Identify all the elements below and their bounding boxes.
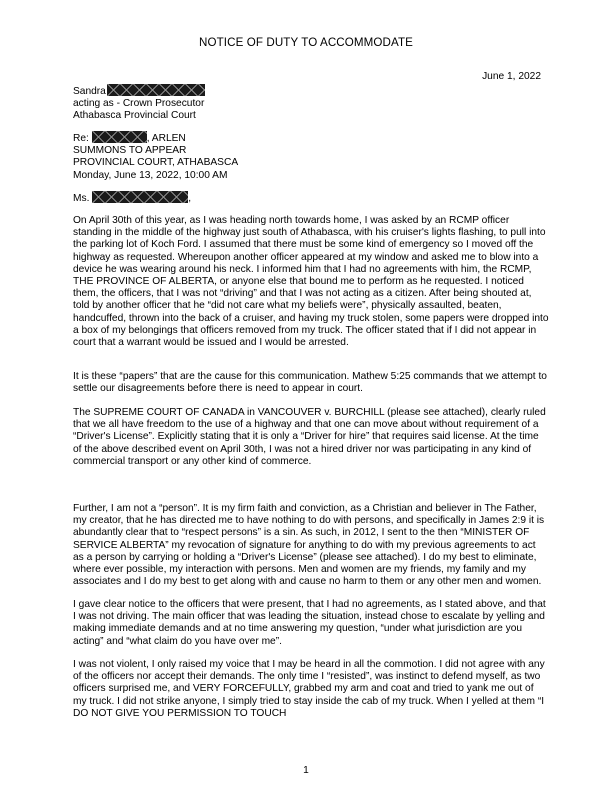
letter-date: June 1, 2022 [482,71,541,82]
redaction-mark [92,131,147,143]
body-paragraph: The SUPREME COURT OF CANADA in VANCOUVER v. BURCHILL (please see attached), clearly ruled that we all have freedom to the use of a highway and that one can move about without requirement of a “Driver's License”. Explicitly stating that it is only a “Driver for hire” that requires said license. At the time of the above described event on April 30th, I was not a hired driver nor was participating in any kind of commercial transport or any other kind of commerce. [73,407,546,467]
re-summons: SUMMONS TO APPEAR [73,145,187,157]
body-paragraph: Further, I am not a “person”. It is my firm faith and conviction, as a Christian and believer in The Father, my creator, that he has directed me to have nothing to do with persons, and specifically in James 2:9 it is abundantly clear that to “respect persons” is a sin. As such, in 2012, I sent to the then “MINISTER OF SERVICE ALBERTA” my revocation of signature for anything to do with my previous agreements to act as a person by carrying or holding a “Driver's License” (please see attached). I do my best to eliminate, where ever possible, my interaction with persons. Men and women are my friends, my family and my associates and I do my best to get along with and cause no harm to them or any other men and women. [73,503,545,588]
addressee-court: Athabasca Provincial Court [73,110,196,122]
re-court: PROVINCIAL COURT, ATHABASCA [73,157,239,169]
redaction-mark [107,84,205,96]
salutation-prefix: Ms. [73,193,90,204]
addressee-role: acting as - Crown Prosecutor [73,98,205,110]
document-title: NOTICE OF DUTY TO ACCOMMODATE [199,36,413,49]
re-block [73,131,238,182]
body-paragraph: I was not violent, I only raised my voice that I may be heard in all the commotion. I did not agree with any of the officers nor accept their demands. The only time I “resisted”, was instinct to defend myself, as two officers surprised me, and VERY FORCEFULLY, grabbed my arm and coat and tried to yank me out of my truck. I did not strike anyone, I simply tried to stay inside the cab of my truck. When I yelled at them “I DO NOT GIVE YOU PERMISSION TO TOUCH [73,659,545,719]
re-datetime: Monday, June 13, 2022, 10:00 AM [73,169,228,181]
body-paragraph: It is these “papers” that are the cause for this communication. Mathew 5:25 commands that we attempt to settle our disagreements before there is need to appear in court. [73,371,547,395]
redaction-mark [92,191,188,203]
re-prefix: Re: [73,133,89,144]
addressee-name-line [73,84,205,98]
addressee-block [73,84,205,123]
body-paragraph: On April 30th of this year, as I was heading north towards home, I was asked by an RCMP officer standing in the middle of the highway just south of Athabasca, with his cruiser's lights flashing, to pull into the parking lot of Koch Ford. I assumed that there must be some kind of emergency so I moved off the highway as requested. Whereupon another officer appeared at my window and asked me to blow into a device he was wearing around his neck. I informed him that I had no agreements with him, the RCMP, THE PROVINCE OF ALBERTA, or anyone else that bound me to perform as he requested. I noticed them, the officers, that I was not “driving” and that I was not acting as a citizen. After being shouted at, told by another officer that he “did not care what my beliefs were”, physically assaulted, beaten, handcuffed, thrown into the back of a cruiser, and having my truck stolen, some papers were dropped into a box of my belongings that officers removed from my truck. The officer stated that if I did not appear in court that a warrant would be issued and I would be arrested. [73,215,549,349]
page-number: 1 [303,765,309,776]
body-paragraph: I gave clear notice to the officers that were present, that I had no agreements, as I stated above, and that I was not driving. The main officer that was leading the situation, instead chose to escalate by yelling and making immediate demands and at no time answering my question, “under what jurisdiction are you acting” and “what claim do you have over me”. [73,599,546,647]
re-line [73,131,238,145]
salutation-suffix: , [188,193,192,204]
addressee-first-name: Sandra [73,86,106,97]
re-name: , ARLEN [146,133,186,144]
salutation [73,191,191,205]
